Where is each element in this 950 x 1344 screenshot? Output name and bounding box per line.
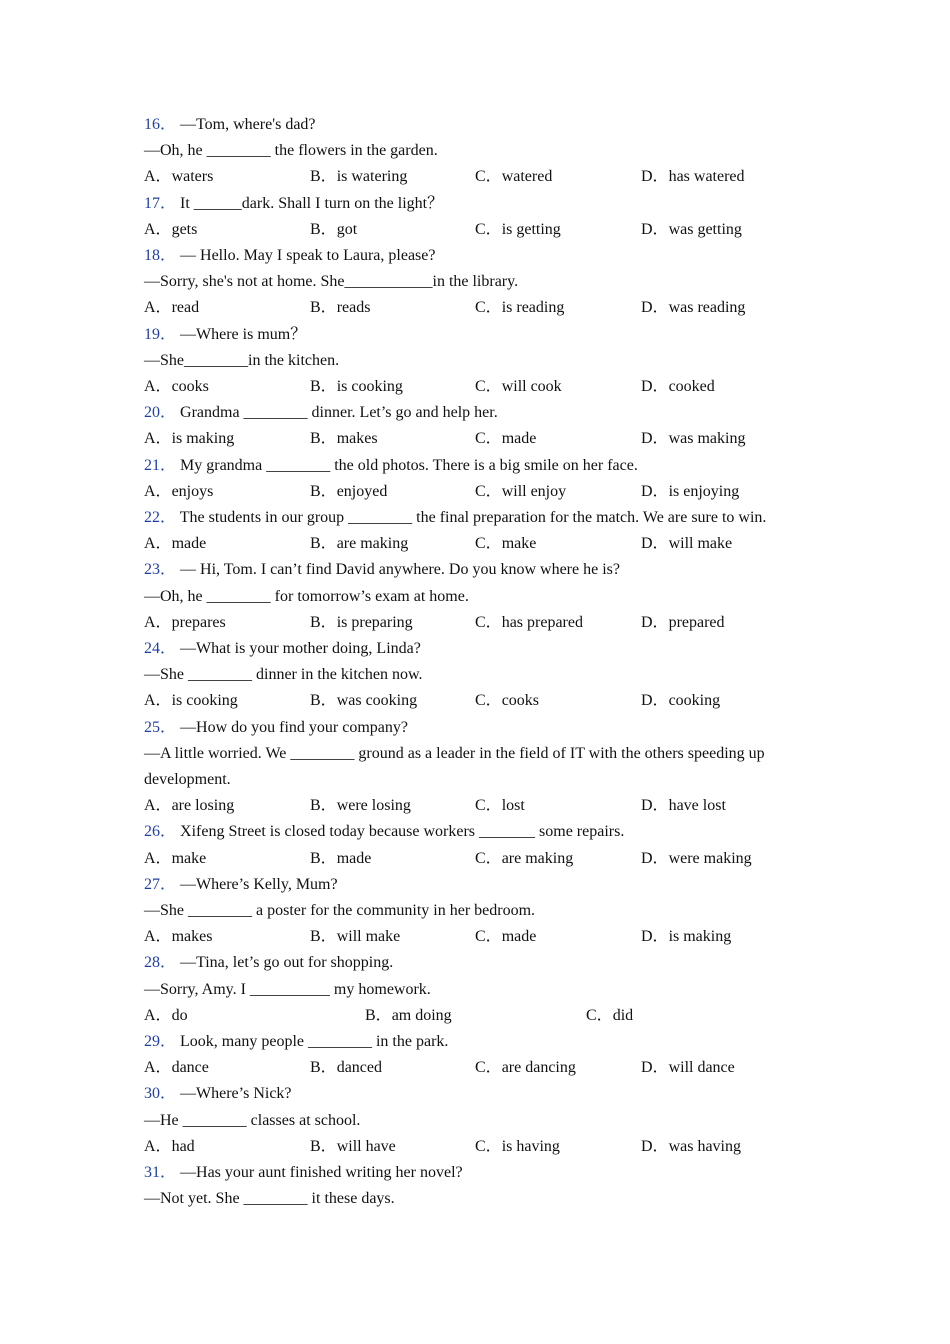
option-letter: D．	[641, 430, 669, 448]
option-text: were making	[668, 849, 752, 867]
question-number: 19．	[144, 325, 181, 343]
option-d	[641, 688, 720, 714]
option-text: is getting	[501, 220, 561, 238]
option-letter: A．	[144, 928, 172, 946]
option-letter: C．	[475, 849, 502, 867]
question-text: Look, many people ________ in the park.	[180, 1033, 449, 1050]
option-b	[310, 1055, 382, 1081]
option-c	[475, 846, 573, 872]
option-text: is reading	[501, 299, 565, 317]
option-letter: B．	[310, 797, 337, 815]
option-d	[641, 164, 745, 190]
question-stem	[144, 819, 804, 845]
question-stem	[144, 872, 804, 898]
option-text: did	[612, 1006, 634, 1024]
option-letter: D．	[641, 168, 669, 186]
question-stem	[144, 950, 804, 976]
option-text: made	[501, 430, 537, 448]
option-letter: C．	[475, 299, 502, 317]
options-row	[144, 924, 804, 950]
question-stem	[144, 243, 804, 269]
option-text: was making	[668, 430, 746, 448]
question-number: 29．	[144, 1033, 181, 1050]
option-text: was cooking	[336, 692, 418, 710]
question-number: 30．	[144, 1085, 181, 1103]
option-text: made	[501, 928, 537, 946]
question-number: 27．	[144, 875, 181, 893]
option-letter: B．	[310, 430, 337, 448]
question-stem	[144, 557, 804, 583]
option-a	[144, 793, 234, 819]
option-letter: C．	[475, 482, 502, 500]
option-d	[641, 479, 739, 505]
question-text: —Has your aunt finished writing her novel?	[180, 1164, 463, 1181]
option-letter: C．	[475, 692, 502, 710]
question-text: The students in our group ________ the final preparation for the match. We are sure to win.	[179, 509, 767, 526]
question-text: —Tina, let’s go out for shopping.	[180, 954, 394, 972]
option-d	[641, 846, 752, 872]
question-text: —She________in the kitchen.	[144, 351, 340, 369]
option-text: will make	[336, 928, 401, 946]
option-b	[310, 688, 417, 714]
option-c	[475, 793, 525, 819]
question-stem	[144, 191, 804, 217]
option-letter: A．	[144, 613, 172, 631]
option-c	[475, 531, 536, 557]
question-text: My grandma ________ the old photos. There is a big smile on her face.	[180, 456, 638, 474]
option-text: reads	[336, 299, 371, 317]
option-letter: D．	[641, 849, 669, 867]
option-text: are losing	[171, 797, 235, 815]
option-text: cooked	[668, 378, 715, 395]
option-letter: B．	[310, 378, 337, 395]
question-stem	[144, 1081, 804, 1107]
question-number: 21．	[144, 456, 181, 474]
question-line	[144, 977, 804, 1003]
option-a	[144, 479, 213, 505]
option-letter: C．	[475, 797, 502, 815]
question-line	[144, 1108, 804, 1134]
question-stem	[144, 505, 804, 531]
option-c	[475, 374, 562, 400]
option-text: was having	[668, 1137, 741, 1155]
option-letter: A．	[144, 1137, 172, 1155]
option-letter: A．	[144, 1006, 172, 1024]
option-text: had	[171, 1137, 195, 1155]
option-letter: B．	[310, 535, 337, 553]
question-text: —Where’s Kelly, Mum?	[180, 875, 338, 893]
option-a	[144, 924, 212, 950]
option-text: have lost	[668, 797, 726, 815]
question-number: 20．	[144, 404, 181, 422]
option-d	[641, 295, 745, 321]
question-stem	[144, 112, 804, 138]
question-text: —Not yet. She ________ it these days.	[144, 1190, 395, 1208]
options-row	[144, 374, 804, 400]
option-text: lost	[501, 797, 525, 815]
option-letter: C．	[475, 168, 502, 186]
option-text: is making	[668, 928, 732, 946]
option-text: danced	[336, 1059, 382, 1077]
option-letter: C．	[475, 220, 502, 238]
option-text: was reading	[668, 299, 746, 317]
option-b	[310, 610, 413, 636]
options-row	[144, 688, 804, 714]
option-letter: B．	[310, 482, 337, 500]
question-stem	[144, 1160, 804, 1186]
question-stem	[144, 400, 804, 426]
option-letter: D．	[641, 299, 669, 317]
option-letter: C．	[475, 928, 502, 946]
question-stem	[144, 453, 804, 479]
option-letter: A．	[144, 797, 172, 815]
options-row	[144, 846, 804, 872]
question-text: —Sorry, Amy. I __________ my homework.	[144, 980, 431, 998]
option-a	[144, 531, 206, 557]
question-text: —Oh, he ________ for tomorrow’s exam at home.	[144, 587, 469, 605]
question-text: It ______dark. Shall I turn on the light？	[180, 194, 444, 212]
options-row	[144, 164, 804, 190]
option-letter: C．	[475, 1059, 502, 1077]
question-line	[144, 584, 804, 610]
question-text: —Where is mum？	[180, 325, 307, 343]
option-text: made	[171, 535, 207, 553]
option-text: waters	[171, 168, 214, 186]
question-line	[144, 741, 804, 767]
question-text: Grandma ________ dinner. Let’s go and help her.	[180, 404, 498, 422]
option-a	[144, 1134, 195, 1160]
options-row	[144, 610, 804, 636]
question-stem	[144, 715, 804, 741]
option-letter: D．	[641, 1059, 669, 1077]
option-text: read	[171, 299, 200, 317]
option-letter: A．	[144, 692, 172, 710]
question-text: —Tom, where's dad?	[180, 116, 316, 133]
option-letter: A．	[144, 168, 172, 186]
option-letter: D．	[641, 220, 669, 238]
option-d	[641, 924, 731, 950]
option-a	[144, 610, 226, 636]
option-text: is having	[501, 1137, 560, 1155]
option-letter: B．	[310, 849, 337, 867]
question-line	[144, 662, 804, 688]
question-number: 17．	[144, 194, 181, 212]
options-row	[144, 295, 804, 321]
option-letter: B．	[310, 613, 337, 631]
question-text: —Where’s Nick?	[180, 1085, 292, 1103]
option-letter: B．	[310, 168, 337, 186]
option-text: are making	[336, 535, 409, 553]
option-letter: C．	[475, 378, 502, 395]
question-number: 26．	[144, 823, 181, 841]
option-a	[144, 217, 197, 243]
options-row	[144, 1003, 804, 1029]
options-row	[144, 1055, 804, 1081]
option-letter: C．	[475, 1137, 502, 1155]
option-b	[310, 374, 403, 400]
question-number: 28．	[144, 954, 181, 972]
option-letter: A．	[144, 535, 172, 553]
option-text: do	[171, 1006, 188, 1024]
option-c	[475, 295, 564, 321]
option-letter: D．	[641, 928, 669, 946]
option-b	[310, 531, 408, 557]
option-text: is cooking	[336, 378, 403, 395]
option-letter: A．	[144, 482, 172, 500]
question-stem	[144, 322, 804, 348]
option-a	[144, 846, 206, 872]
options-row	[144, 426, 804, 452]
option-letter: B．	[310, 299, 337, 317]
question-number: 23．	[144, 561, 181, 579]
options-row	[144, 217, 804, 243]
option-text: got	[336, 220, 358, 238]
option-text: enjoys	[171, 482, 214, 500]
question-text: —A little worried. We ________ ground as a leader in the field of IT with the others speeding up	[144, 744, 765, 762]
option-text: prepares	[171, 613, 226, 631]
option-text: are dancing	[501, 1059, 576, 1077]
option-letter: C．	[475, 430, 502, 448]
option-d	[641, 426, 745, 452]
option-text: was getting	[668, 220, 742, 238]
option-d	[641, 1134, 741, 1160]
option-text: is making	[171, 430, 235, 448]
option-c	[475, 1055, 576, 1081]
option-letter: B．	[310, 692, 337, 710]
option-letter: B．	[365, 1006, 392, 1024]
option-d	[641, 531, 732, 557]
question-number: 18．	[144, 247, 181, 264]
option-text: cooks	[501, 692, 540, 710]
option-letter: B．	[310, 1137, 337, 1155]
option-text: were losing	[336, 797, 411, 815]
option-text: enjoyed	[336, 482, 388, 500]
option-letter: C．	[586, 1006, 613, 1024]
option-letter: A．	[144, 430, 172, 448]
question-text: — Hello. May I speak to Laura, please?	[180, 247, 436, 264]
option-text: will make	[668, 535, 733, 553]
option-b	[310, 846, 371, 872]
option-letter: A．	[144, 849, 172, 867]
option-c	[475, 1134, 560, 1160]
option-text: cooking	[668, 692, 721, 710]
option-letter: D．	[641, 535, 669, 553]
option-text: cooks	[171, 378, 209, 395]
option-text: gets	[171, 220, 198, 238]
question-text: development.	[144, 771, 231, 788]
question-text: —What is your mother doing, Linda?	[180, 640, 421, 657]
option-text: will dance	[668, 1059, 735, 1077]
question-number: 25．	[144, 718, 181, 736]
option-text: makes	[336, 430, 378, 448]
option-a	[144, 295, 199, 321]
option-text: make	[171, 849, 207, 867]
question-number: 24．	[144, 640, 181, 657]
option-text: is watering	[336, 168, 408, 186]
option-text: is enjoying	[668, 482, 740, 500]
question-line	[144, 269, 804, 295]
option-c	[475, 164, 552, 190]
question-number: 22．	[144, 509, 180, 526]
option-letter: B．	[310, 220, 337, 238]
question-text: —Sorry, she's not at home. She___________in the library.	[144, 273, 519, 291]
question-line	[144, 348, 804, 374]
option-d	[641, 1055, 735, 1081]
option-text: will enjoy	[501, 482, 567, 500]
option-letter: D．	[641, 482, 669, 500]
question-number: 16．	[144, 116, 181, 133]
option-c	[475, 217, 561, 243]
question-stem	[144, 636, 804, 662]
option-d	[641, 217, 742, 243]
option-text: has watered	[668, 168, 745, 186]
question-text: Xifeng Street is closed today because workers _______ some repairs.	[180, 823, 625, 841]
option-c	[475, 479, 566, 505]
question-line	[144, 767, 804, 793]
option-letter: D．	[641, 1137, 669, 1155]
option-letter: D．	[641, 797, 669, 815]
option-b	[310, 793, 411, 819]
option-letter: D．	[641, 692, 669, 710]
option-b	[310, 217, 357, 243]
option-letter: B．	[310, 928, 337, 946]
option-b	[310, 924, 400, 950]
option-a	[144, 1055, 209, 1081]
option-text: makes	[171, 928, 213, 946]
option-text: is cooking	[171, 692, 238, 710]
option-b	[310, 295, 370, 321]
option-letter: C．	[475, 535, 502, 553]
option-b	[310, 164, 407, 190]
option-a	[144, 164, 213, 190]
option-text: has prepared	[501, 613, 583, 631]
question-text: —She ________ dinner in the kitchen now.	[144, 666, 423, 684]
question-text: —Oh, he ________ the flowers in the garden.	[144, 142, 438, 160]
option-a	[144, 426, 234, 452]
option-letter: A．	[144, 378, 172, 395]
options-row	[144, 793, 804, 819]
question-text: —How do you find your company?	[180, 718, 408, 736]
question-text: — Hi, Tom. I can’t find David anywhere. Do you know where he is?	[180, 561, 620, 579]
option-text: make	[501, 535, 537, 553]
options-row	[144, 1134, 804, 1160]
question-number: 31．	[144, 1164, 181, 1181]
option-text: will have	[336, 1137, 396, 1155]
option-a	[144, 374, 209, 400]
option-c	[475, 924, 536, 950]
option-text: is preparing	[336, 613, 413, 631]
option-text: watered	[501, 168, 553, 186]
option-text: am doing	[391, 1006, 452, 1024]
options-row	[144, 531, 804, 557]
option-d	[641, 793, 726, 819]
option-text: prepared	[668, 613, 725, 631]
option-text: dance	[171, 1059, 209, 1077]
option-b	[310, 1134, 396, 1160]
option-b	[365, 1003, 452, 1029]
question-line	[144, 1186, 804, 1212]
question-line	[144, 138, 804, 164]
option-text: will cook	[501, 378, 562, 395]
option-a	[144, 1003, 188, 1029]
option-a	[144, 688, 238, 714]
question-text: —He ________ classes at school.	[144, 1111, 361, 1129]
option-text: are making	[501, 849, 574, 867]
option-letter: C．	[475, 613, 502, 631]
question-stem	[144, 1029, 804, 1055]
question-text: —She ________ a poster for the community in her bedroom.	[144, 902, 536, 919]
option-letter: A．	[144, 1059, 172, 1077]
option-c	[586, 1003, 633, 1029]
option-text: made	[336, 849, 372, 867]
option-letter: A．	[144, 299, 172, 317]
option-letter: B．	[310, 1059, 337, 1077]
option-b	[310, 426, 378, 452]
option-d	[641, 610, 725, 636]
option-letter: A．	[144, 220, 172, 238]
option-letter: D．	[641, 378, 669, 395]
option-d	[641, 374, 715, 400]
option-c	[475, 688, 539, 714]
option-letter: D．	[641, 613, 669, 631]
option-c	[475, 426, 536, 452]
options-row	[144, 479, 804, 505]
question-line	[144, 898, 804, 924]
option-c	[475, 610, 583, 636]
option-b	[310, 479, 387, 505]
